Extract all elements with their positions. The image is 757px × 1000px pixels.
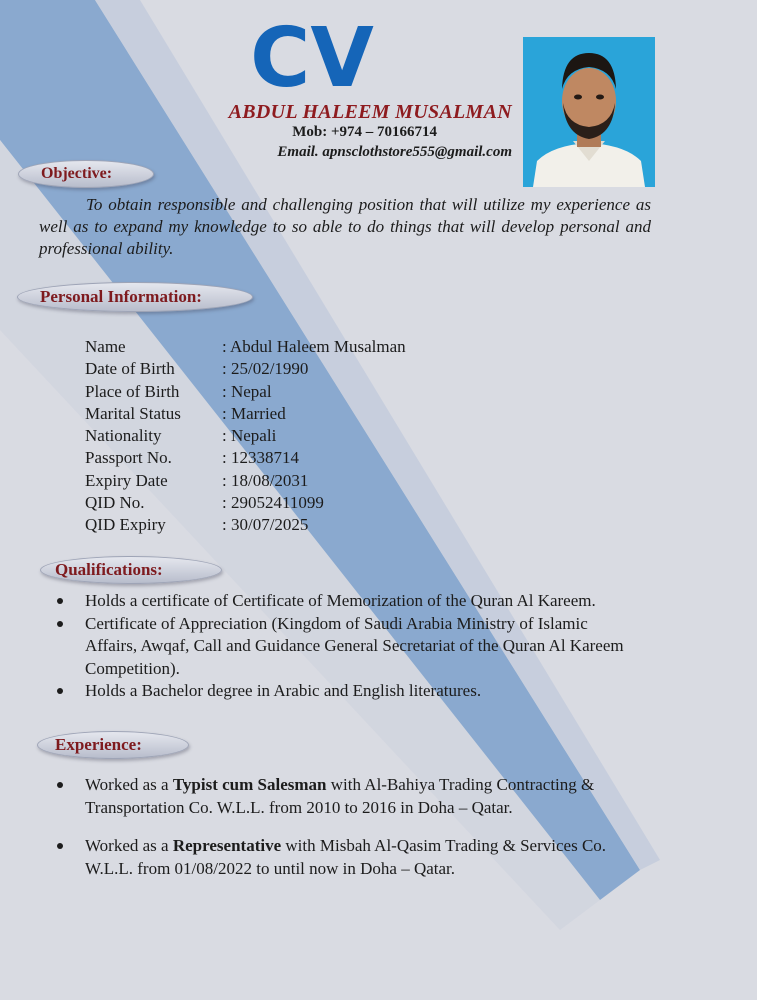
- qualification-text: Certificate of Appreciation (Kingdom of Saudi Arabia Ministry of Islamic Affairs, Awqaf, Call and Guidance General Secretariat of the Quran Al Kareem Competition).: [85, 613, 624, 678]
- bullet-icon: [57, 621, 63, 627]
- info-value: : 18/08/2031: [222, 470, 309, 490]
- info-label: Marital Status: [85, 403, 181, 423]
- list-item: [54, 835, 634, 880]
- profile-photo: [523, 37, 655, 187]
- personal-info-heading: Personal Information:: [17, 282, 253, 312]
- list-item: [54, 774, 634, 819]
- qualifications-list: [54, 590, 634, 703]
- info-value: : 12338714: [222, 448, 299, 468]
- info-row-place-of-birth: [85, 381, 406, 403]
- info-value: : 25/02/1990: [222, 359, 309, 379]
- experience-details: with Al-Bahiya Trading Contracting & Transportation Co. W.L.L. from 2010 to 2016 in Doha – Qatar.: [85, 775, 595, 817]
- qualification-text: Holds a Bachelor degree in Arabic and English literatures.: [85, 681, 482, 700]
- qualification-text: Holds a certificate of Certificate of Memorization of the Quran Al Kareem.: [85, 591, 596, 610]
- info-label: QID No.: [85, 493, 145, 513]
- info-label: Date of Birth: [85, 359, 175, 379]
- bullet-icon: [57, 598, 63, 604]
- info-value: : Abdul Haleem Musalman: [222, 337, 406, 356]
- info-row-expiry-date: [85, 470, 406, 492]
- info-label: Nationality: [85, 426, 162, 446]
- candidate-name: ABDUL HALEEM MUSALMAN: [228, 101, 512, 123]
- job-role: Typist cum Salesman: [172, 775, 327, 794]
- list-item: [54, 680, 634, 703]
- info-row-passport-no: [85, 447, 406, 469]
- email-address: Email. apnsclothstore555@gmail.com: [277, 144, 512, 160]
- info-value: : 29052411099: [222, 493, 324, 513]
- experience-details: with Misbah Al-Qasim Trading & Services Co. W.L.L. from 01/08/2022 to until now in Doha – Qatar.: [85, 836, 607, 878]
- info-value: : Nepali: [222, 426, 277, 446]
- info-value: : Married: [222, 403, 286, 423]
- objective-heading: Objective:: [18, 160, 154, 188]
- info-label: Expiry Date: [85, 470, 168, 490]
- info-row-name: [85, 336, 406, 358]
- objective-text: To obtain responsible and challenging position that will utilize my experience as well as to expand my knowledge to so able to do things that will develop personal and professional ability.: [39, 195, 651, 258]
- experience-prefix: Worked as a: [85, 836, 173, 855]
- experience-list: [54, 774, 634, 896]
- info-label: Name: [85, 337, 126, 356]
- bullet-icon: [57, 688, 63, 694]
- info-row-qid-no: [85, 492, 406, 514]
- list-item: [54, 613, 634, 681]
- qualifications-heading: Qualifications:: [40, 556, 222, 584]
- experience-prefix: Worked as a: [85, 775, 173, 794]
- bullet-icon: [57, 843, 63, 849]
- info-row-date-of-birth: [85, 358, 406, 380]
- info-label: Place of Birth: [85, 381, 180, 401]
- info-row-marital-status: [85, 403, 406, 425]
- info-label: QID Expiry: [85, 515, 166, 535]
- cv-logo: [222, 22, 402, 94]
- info-label: Passport No.: [85, 448, 172, 468]
- info-value: : 30/07/2025: [222, 515, 309, 535]
- svg-text:CV: CV: [250, 22, 374, 94]
- info-row-nationality: [85, 425, 406, 447]
- personal-info-table: [85, 336, 406, 537]
- mobile-number: Mob: +974 – 70166714: [292, 124, 437, 140]
- list-item: [54, 590, 634, 613]
- experience-heading: Experience:: [37, 731, 189, 759]
- info-row-qid-expiry: [85, 514, 406, 536]
- bullet-icon: [57, 782, 63, 788]
- job-role: Representative: [172, 836, 282, 855]
- info-value: : Nepal: [222, 381, 272, 401]
